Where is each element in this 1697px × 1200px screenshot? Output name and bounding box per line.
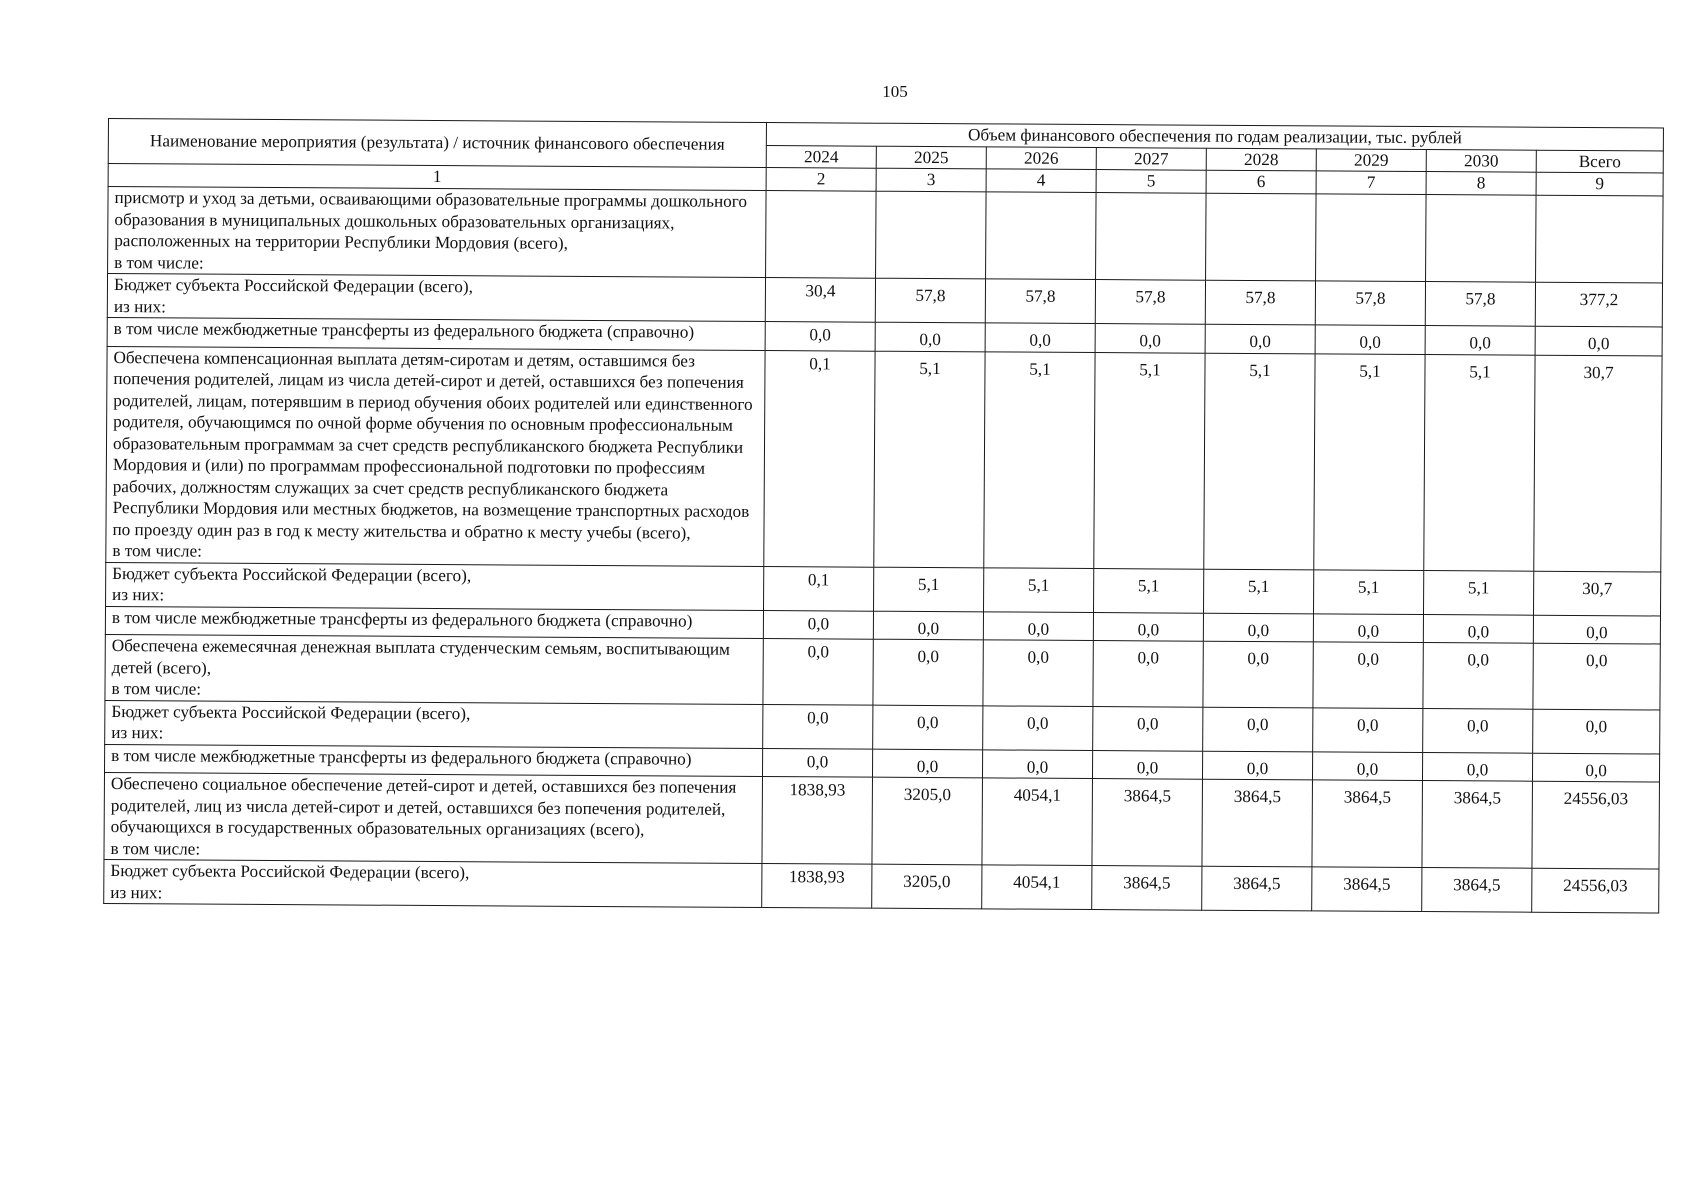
row-year-value xyxy=(766,191,877,279)
row-year-value: 5,1 xyxy=(1313,569,1423,614)
row-year-value: 0,0 xyxy=(1423,708,1533,753)
financing-table-container xyxy=(103,118,1663,913)
row-year-value: 0,0 xyxy=(1313,613,1423,642)
row-year-value: 0,0 xyxy=(1315,325,1425,354)
row-year-value: 3864,5 xyxy=(1312,780,1423,868)
table-body xyxy=(104,187,1663,913)
table-header xyxy=(108,119,1663,196)
row-year-value: 5,1 xyxy=(1424,354,1535,571)
row-year-value: 0,0 xyxy=(983,705,1093,750)
row-year-value: 0,1 xyxy=(764,350,875,567)
column-number: 5 xyxy=(1096,170,1206,194)
row-year-value: 5,1 xyxy=(1314,353,1425,570)
row-name: Обеспечено социальное обеспечение детей-сирот и детей, оставшихся без попечения родителей, лиц из числа детей-сирот и детей, оставшихся без попечения родителей, обучающихся в государственных образовательных организациях (всего), в том числе: xyxy=(104,772,763,863)
row-name: Бюджет субъекта Российской Федерации (всего), из них: xyxy=(107,274,765,322)
column-number: 8 xyxy=(1426,172,1536,196)
row-year-value: 57,8 xyxy=(1315,281,1425,326)
row-name: Бюджет субъекта Российской Федерации (всего), из них: xyxy=(104,859,762,907)
row-year-value: 3205,0 xyxy=(872,864,982,909)
row-year-value: 3864,5 xyxy=(1312,867,1422,912)
row-year-value: 5,1 xyxy=(1094,352,1205,569)
row-year-value: 0,0 xyxy=(763,704,873,749)
table-row xyxy=(104,772,1660,868)
row-year-value: 57,8 xyxy=(1205,280,1315,325)
table-row xyxy=(108,187,1664,283)
row-year-value: 0,0 xyxy=(1312,751,1422,780)
row-year-value: 57,8 xyxy=(1425,282,1535,327)
row-year-value: 0,0 xyxy=(983,611,1093,640)
row-year-value: 0,0 xyxy=(872,749,982,778)
row-year-value: 5,1 xyxy=(984,567,1094,612)
table-row xyxy=(105,634,1660,709)
row-name: в том числе межбюджетные трансферты из федерального бюджета (справочно) xyxy=(105,606,763,639)
row-year-value: 3864,5 xyxy=(1092,866,1202,911)
row-year-value: 0,0 xyxy=(1423,643,1533,709)
row-year-value: 0,0 xyxy=(1425,326,1535,355)
row-year-value: 57,8 xyxy=(985,279,1095,324)
row-name: в том числе межбюджетные трансферты из федерального бюджета (справочно) xyxy=(107,317,765,350)
row-year-value: 3864,5 xyxy=(1202,779,1313,867)
row-year-value: 0,0 xyxy=(1423,614,1533,643)
row-year-value: 0,0 xyxy=(1205,324,1315,353)
header-year: 2030 xyxy=(1426,149,1536,172)
row-year-value: 0,0 xyxy=(873,705,983,750)
row-total-value: 0,0 xyxy=(1535,326,1662,355)
row-year-value: 3864,5 xyxy=(1202,866,1312,911)
row-name: Бюджет субъекта Российской Федерации (всего), из них: xyxy=(105,700,763,748)
row-year-value: 0,0 xyxy=(985,323,1095,352)
row-year-value xyxy=(1316,194,1427,282)
header-year: 2024 xyxy=(766,145,876,168)
row-total-value: 0,0 xyxy=(1532,753,1659,782)
row-year-value xyxy=(986,192,1097,280)
row-year-value: 0,0 xyxy=(875,322,985,351)
row-year-value: 5,1 xyxy=(1203,569,1313,614)
row-year-value: 0,0 xyxy=(1203,613,1313,642)
row-year-value: 3864,5 xyxy=(1092,779,1203,867)
row-year-value: 0,0 xyxy=(1422,752,1532,781)
row-name: Обеспечена компенсационная выплата детям-сиротам и детям, оставшимся без попечения родителей, лицам из числа детей-сирот и детей, оставшихся без попечения родителей, лицам, потерявшим в период обучения обоих родителей или единственного родителя, обучающимся по очной форме обучения по основным профессиональным образовательным программам за счет средств республиканского бюджета Республики Мордовия и (или) по программам профессиональной подготовки по профессиям рабочих, должностям служащих за счет средств республиканского бюджета Республики Мордовия или местных бюджетов, на возмещение транспортных расходов по проезду один раз в год к месту жительства и обратно к месту учебы (всего), в том числе: xyxy=(106,346,765,566)
row-year-value: 0,0 xyxy=(1093,641,1203,707)
row-year-value: 57,8 xyxy=(875,278,985,323)
row-total-value: 377,2 xyxy=(1535,282,1662,327)
row-year-value: 0,0 xyxy=(1313,707,1423,752)
row-year-value xyxy=(1206,193,1317,281)
row-year-value: 3205,0 xyxy=(872,777,983,865)
row-year-value: 5,1 xyxy=(1094,568,1204,613)
row-year-value: 0,0 xyxy=(762,748,872,777)
row-year-value: 0,0 xyxy=(982,749,1092,778)
row-year-value xyxy=(1426,195,1537,283)
page-number: 105 xyxy=(882,82,908,101)
header-year: 2028 xyxy=(1206,148,1316,171)
header-volume-caption: Объем финансового обеспечения по годам реализации, тыс. рублей xyxy=(766,123,1663,151)
row-year-value: 0,0 xyxy=(763,639,873,705)
column-number: 7 xyxy=(1316,171,1426,195)
column-number: 2 xyxy=(766,168,876,192)
row-total-value: 0,0 xyxy=(1533,615,1660,644)
header-year: 2025 xyxy=(876,146,986,169)
row-year-value: 5,1 xyxy=(1423,570,1533,615)
row-year-value: 5,1 xyxy=(1204,353,1315,570)
row-year-value: 1838,93 xyxy=(762,777,873,865)
row-name: в том числе межбюджетные трансферты из федерального бюджета (справочно) xyxy=(105,744,763,777)
column-number: 1 xyxy=(108,164,766,191)
row-year-value xyxy=(876,191,987,279)
row-year-value: 0,0 xyxy=(765,322,875,351)
row-year-value: 0,0 xyxy=(1093,612,1203,641)
row-year-value: 3864,5 xyxy=(1422,781,1533,869)
row-year-value: 0,0 xyxy=(983,640,1093,706)
row-year-value: 57,8 xyxy=(1095,280,1205,325)
table-row xyxy=(106,346,1662,571)
header-year: 2029 xyxy=(1316,148,1426,171)
row-name: Обеспечена ежемесячная денежная выплата студенческим семьям, воспитывающим детей (всего), в том числе: xyxy=(105,634,763,704)
row-year-value: 0,0 xyxy=(1313,642,1423,708)
column-number: 9 xyxy=(1536,172,1663,196)
row-year-value: 0,1 xyxy=(764,566,874,611)
row-year-value: 5,1 xyxy=(984,351,1095,568)
row-year-value: 1838,93 xyxy=(762,864,872,909)
row-total-value: 30,7 xyxy=(1533,571,1660,616)
row-total-value: 0,0 xyxy=(1533,643,1661,709)
row-year-value: 0,0 xyxy=(1203,707,1313,752)
table-row xyxy=(104,859,1659,912)
row-year-value: 0,0 xyxy=(1203,641,1313,707)
row-year-value: 3864,5 xyxy=(1422,868,1532,913)
row-year-value: 0,0 xyxy=(1202,751,1312,780)
financing-table xyxy=(103,118,1664,913)
row-year-value: 0,0 xyxy=(1093,706,1203,751)
column-number: 3 xyxy=(876,168,986,192)
row-year-value: 30,4 xyxy=(765,278,875,323)
row-year-value: 5,1 xyxy=(874,351,985,568)
row-year-value: 0,0 xyxy=(1095,324,1205,353)
row-name: Бюджет субъекта Российской Федерации (всего), из них: xyxy=(106,562,764,610)
header-total: Всего xyxy=(1536,150,1663,173)
row-total-value: 30,7 xyxy=(1534,355,1662,572)
header-year: 2027 xyxy=(1096,147,1206,170)
row-year-value: 0,0 xyxy=(873,639,983,705)
row-name: присмотр и уход за детьми, осваивающими образовательные программы дошкольного образования в муниципальных дошкольных образовательных организациях, расположенных на территории Республики Мордовия (всего), в том числе: xyxy=(108,187,767,278)
row-year-value: 4054,1 xyxy=(982,778,1093,866)
header-name-column: Наименование мероприятия (результата) / источник финансового обеспечения xyxy=(108,119,766,168)
row-year-value: 0,0 xyxy=(873,611,983,640)
row-year-value xyxy=(1096,193,1207,281)
row-year-value: 4054,1 xyxy=(982,865,1092,910)
column-number: 4 xyxy=(986,169,1096,193)
column-number: 6 xyxy=(1206,170,1316,194)
header-year: 2026 xyxy=(986,146,1096,169)
row-total-value: 24556,03 xyxy=(1532,868,1659,913)
row-year-value: 0,0 xyxy=(1092,750,1202,779)
row-year-value: 5,1 xyxy=(874,567,984,612)
row-total-value xyxy=(1536,195,1664,283)
row-total-value: 0,0 xyxy=(1533,709,1660,754)
row-year-value: 0,0 xyxy=(763,610,873,639)
row-total-value: 24556,03 xyxy=(1532,781,1660,869)
